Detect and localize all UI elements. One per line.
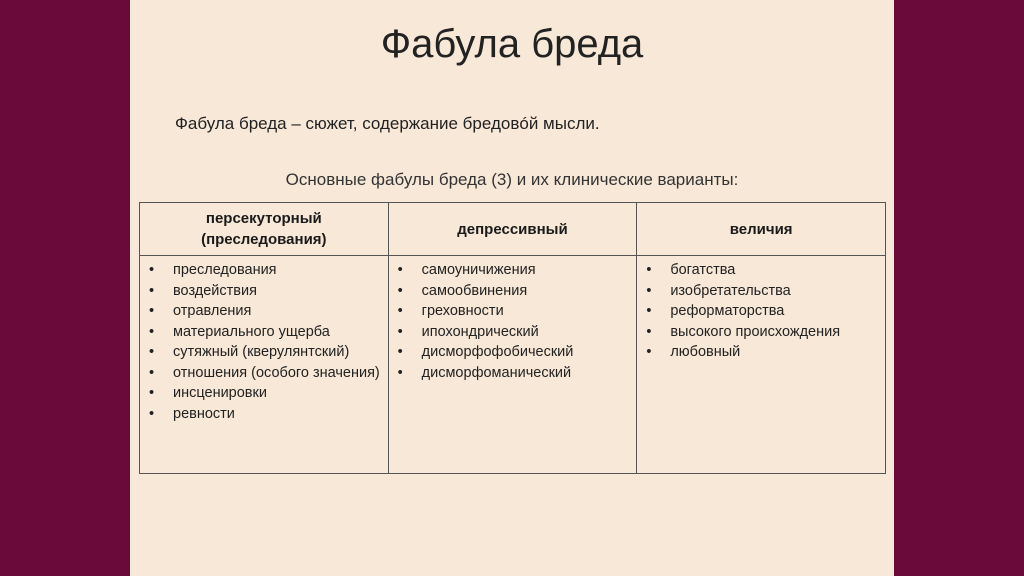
list-item: • любовный — [641, 342, 879, 363]
header-depressive: депрессивный — [388, 203, 637, 256]
table-row — [140, 256, 886, 474]
column-persecutory — [140, 256, 389, 474]
list-item: • воздействия — [144, 281, 382, 302]
persecutory-list — [144, 260, 382, 424]
list-item: • инсценировки — [144, 383, 382, 404]
list-item: • дисморфоманический — [393, 363, 631, 384]
definition-term: Фабула бреда — [175, 114, 287, 133]
list-item: • реформаторства — [641, 301, 879, 322]
list-item: • отравления — [144, 301, 382, 322]
grandeur-list — [641, 260, 879, 363]
list-item: • самообвинения — [393, 281, 631, 302]
list-item: • отношения (особого значения) — [144, 363, 382, 384]
list-item: • преследования — [144, 260, 382, 281]
slide-title: Фабула бреда — [380, 22, 644, 66]
list-item: • богатства — [641, 260, 879, 281]
table-caption: Основные фабулы бреда (3) и их клинические варианты: — [285, 170, 739, 189]
list-item: • материального ущерба — [144, 322, 382, 343]
column-depressive — [388, 256, 637, 474]
header-persecutory: персекуторный (преследования) — [140, 203, 389, 256]
header-grandeur: величия — [637, 203, 886, 256]
list-item: • самоуничижения — [393, 260, 631, 281]
list-item: • высокого происхождения — [641, 322, 879, 343]
definition-text: – сюжет, содержание бредовóй мысли. — [286, 114, 600, 133]
list-item: • ревности — [144, 404, 382, 425]
table-header-row — [140, 203, 886, 256]
column-grandeur — [637, 256, 886, 474]
list-item: • сутяжный (кверулянтский) — [144, 342, 382, 363]
list-item: • ипохондрический — [393, 322, 631, 343]
fabula-table — [139, 202, 886, 474]
depressive-list — [393, 260, 631, 383]
list-item: • дисморфофобический — [393, 342, 631, 363]
definition — [175, 114, 600, 134]
list-item: • греховности — [393, 301, 631, 322]
list-item: • изобретательства — [641, 281, 879, 302]
slide — [130, 0, 894, 576]
